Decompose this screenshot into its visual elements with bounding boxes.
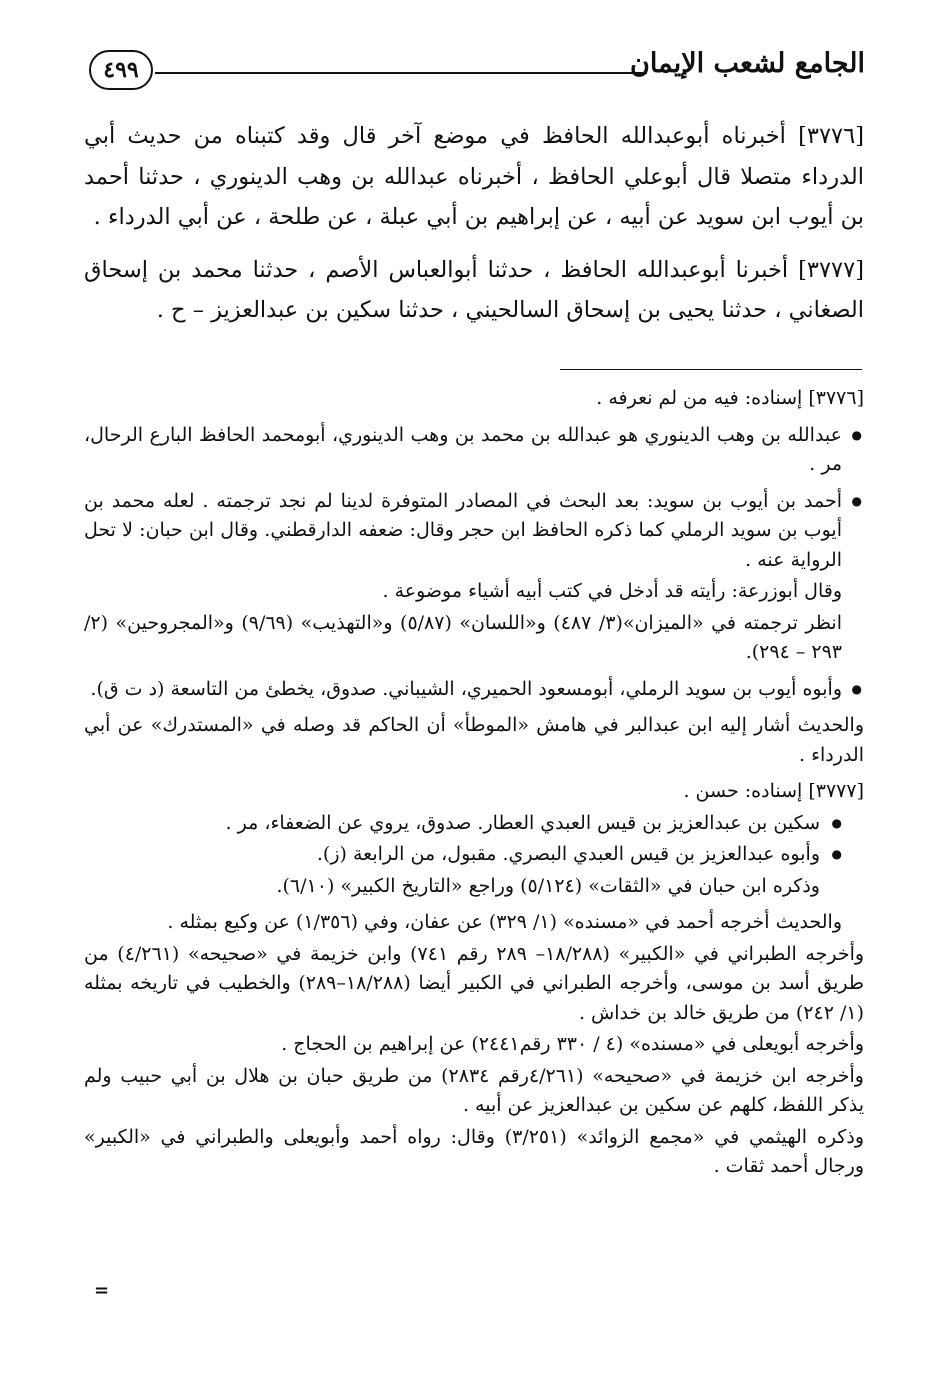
note-3777-haythami: وذكره الهيثمي في «مجمع الزوائد» (٣/٢٥١) وقال: رواه أحمد وأبويعلى والطبراني في «الكبير» ورجال أحمد ثقات . xyxy=(84,1125,864,1177)
note-3776-item-2-abuzura: وقال أبوزرعة: رأيته قد أدخل في كتب أبيه أشياء موضوعة . xyxy=(382,580,842,602)
note-3777-item-1: ● سكين بن عبدالعزيز بن قيس العبدي العطار. صدوق، يروي عن الضعفاء، مر . xyxy=(84,809,864,839)
note-3776-heading: [٣٧٧٦] إسناده: فيه من لم نعرفه . xyxy=(596,387,864,409)
note-3777-takhrij-abuyala: وأخرجه أبويعلى في «مسنده» (٤ / ٣٣٠ رقم٢٤٤١) عن إبراهيم بن الحجاج . xyxy=(281,1033,864,1055)
hadith-3777: [٣٧٧٧] أخبرنا أبوعبدالله الحافظ ، حدثنا أبوالعباس الأصم ، حدثنا محمد بن إسحاق الصغاني ، حدثنا يحيى بن إسحاق السالحيني ، حدثنا سكين بن عبدالعزيز – ح . xyxy=(84,256,864,323)
page-header xyxy=(85,44,865,100)
note-3777-item-2: ● وأبوه عبدالعزيز بن قيس العبدي البصري. مقبول، من الرابعة (ز). xyxy=(84,840,864,870)
note-3777-heading: [٣٧٧٧] إسناده: حسن . xyxy=(683,780,864,802)
note-3777-takhrij-tabarani: وأخرجه الطبراني في «الكبير» (١٨/٢٨٨– ٢٨٩ رقم ٧٤١) وابن خزيمة في «صحيحه» (٤/٢٦١) من طريق أسد بن موسى، وأخرجه الطبراني في الكبير أيضا (١٨/٢٨٨–٢٨٩) والخطيب في تاريخه بمثله (١/ ٢٤٢) من طريق خالد بن خداش . xyxy=(84,942,865,1024)
running-title: الجامع لشعب الإيمان xyxy=(630,48,865,79)
note-3777-takhrij-ahmad: والحديث أخرجه أحمد في «مسنده» (١/ ٣٢٩) عن عفان، وفي (١/٣٥٦) عن وكيع بمثله . xyxy=(167,911,842,933)
note-3776-item-1: ● عبدالله بن وهب الدينوري هو عبدالله بن محمد بن وهب الدينوري، أبومحمد الحافظ البارع الرحال، مر . xyxy=(84,421,864,480)
note-3776-item-2-refs: انظر ترجمته في «الميزان»(٣/ ٤٨٧) و«اللسان» (٥/٨٧) و«التهذيب» (٩/٦٩) و«المجروحين» (٢/ ٢٩٣ – ٢٩٤). xyxy=(84,611,842,663)
note-3776-item-2: ● أحمد بن أيوب بن سويد: بعد البحث في المصادر المتوفرة لدينا لم نجد ترجمته . لعله محمد بن أيوب بن سويد الرملي كما ذكره الحافظ ابن حجر وقال: ضعفه الدارقطني. وقال ابن حبان: لا تحل الرواية عنه . xyxy=(84,487,864,576)
page-number: ٤٩٩ xyxy=(103,57,139,83)
footnote-separator xyxy=(560,369,862,370)
note-3776-item-3: ● وأبوه أيوب بن سويد الرملي، أبومسعود الحميري، الشيباني. صدوق، يخطئ من التاسعة (د ت ق). xyxy=(84,675,864,705)
note-3777-item-2-refs: وذكره ابن حبان في «الثقات» (٥/١٢٤) وراجع «التاريخ الكبير» (٦/١٠). xyxy=(276,874,820,897)
continuation-mark: = xyxy=(94,1280,110,1301)
hadith-3776: [٣٧٧٦] أخبرناه أبوعبدالله الحافظ في موضع آخر قال وقد كتبناه من حديث أبي الدرداء متصلا قال أبوعلي الحافظ ، أخبرناه عبدالله بن وهب الدينوري ، حدثنا أحمد بن أيوب ابن سويد عن أبيه ، عن إبراهيم بن أبي عبلة ، عن طلحة ، عن أبي الدرداء . xyxy=(84,123,864,230)
footnotes xyxy=(84,384,864,1184)
main-text xyxy=(84,116,864,343)
header-rule xyxy=(155,72,647,74)
page-number-badge xyxy=(89,50,153,90)
note-3776-conclusion: والحديث أشار إليه ابن عبدالبر في هامش «الموطأ» أن الحاكم قد وصله في «المستدرك» عن أبي الدرداء . xyxy=(84,714,864,766)
note-3777-takhrij-ibnkhuzayma: وأخرجه ابن خزيمة في «صحيحه» (٤/٢٦١رقم ٢٨٣٤) من طريق حبان بن هلال بن أبي حبيب ولم يذكر اللفظ، كلهم عن سكين بن عبدالعزيز عن أبيه . xyxy=(84,1064,864,1116)
